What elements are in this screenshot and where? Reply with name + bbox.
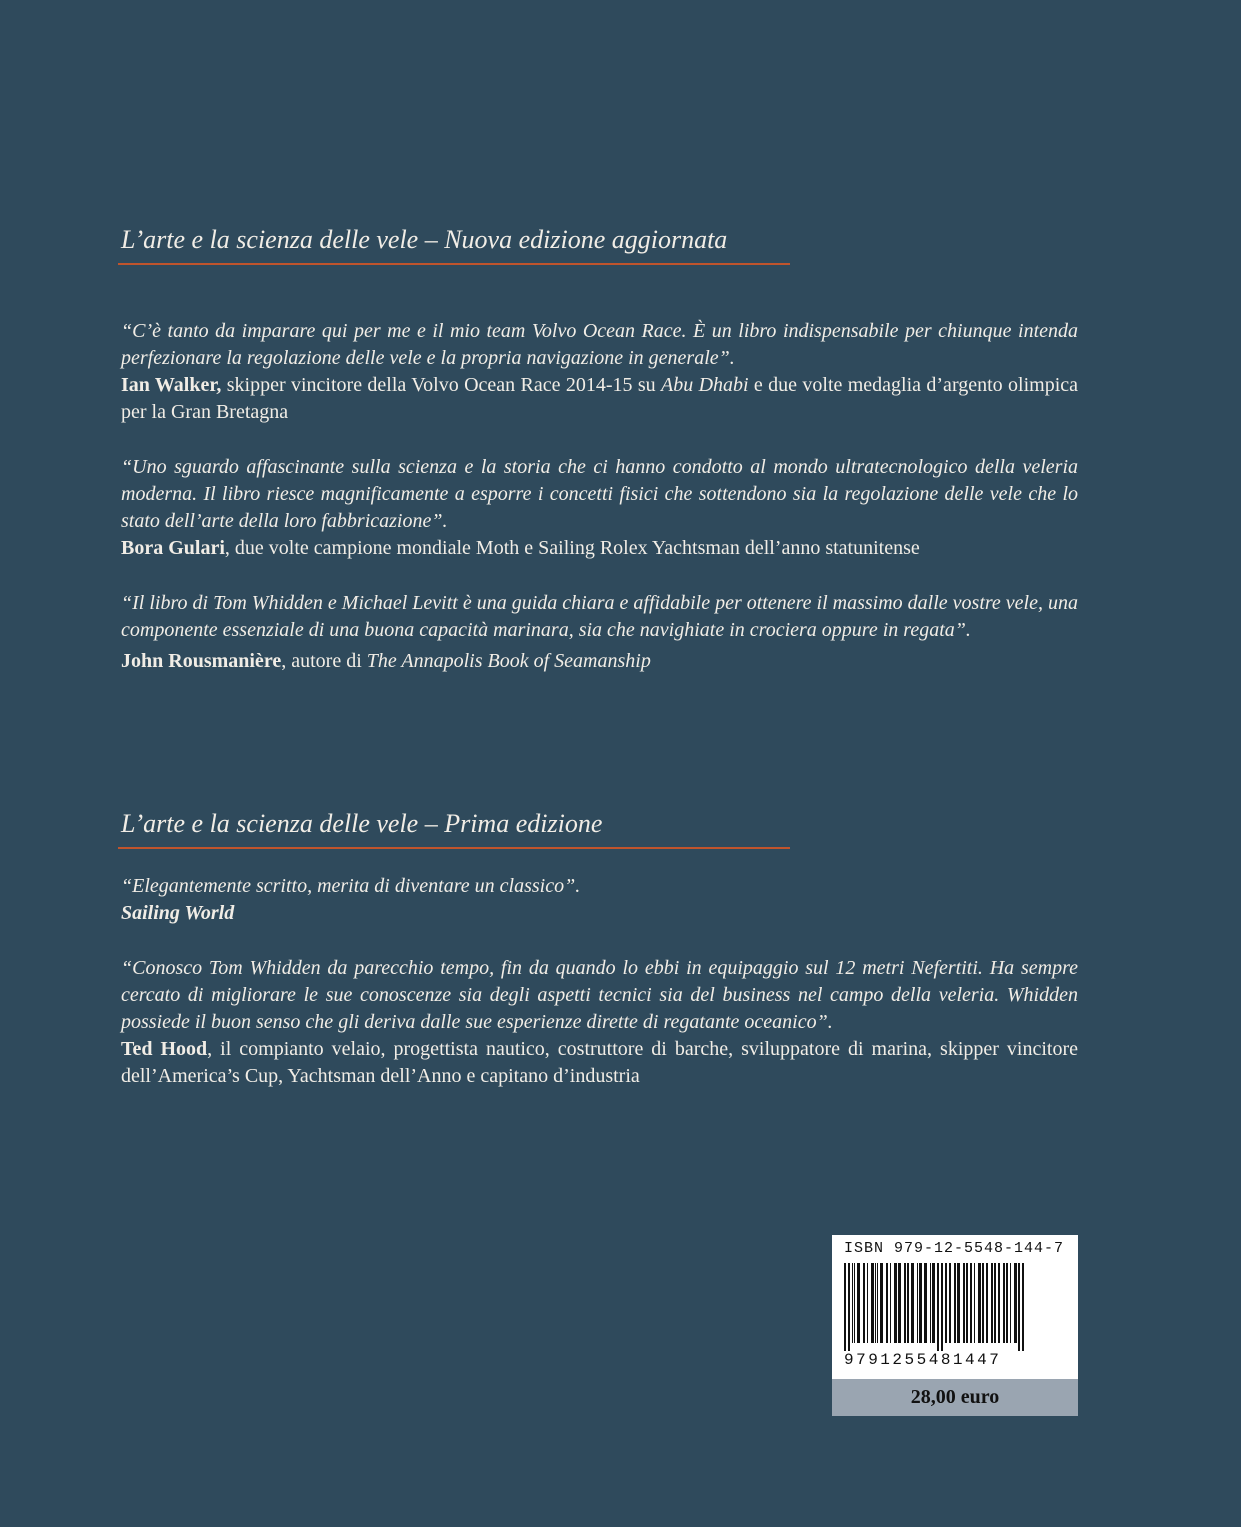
barcode-bar: [857, 1263, 860, 1343]
author-description: e due volte medaglia d’argento olimpica per la Gran Bretagna: [121, 374, 1079, 423]
author-description: , il compianto velaio, progettista nautico, costruttore di barche, sviluppatore di marina, skipper vincitore dell’America’s Cup, Yachtsman dell’Anno e capitano d’industria: [121, 1038, 1078, 1087]
barcode-bar: [949, 1263, 951, 1343]
heading-rule: [118, 263, 790, 265]
barcode-bar: [924, 1263, 927, 1343]
barcode-bar: [930, 1263, 931, 1343]
isbn-barcode: [832, 1235, 1078, 1416]
quote-author: Sailing World: [121, 902, 235, 924]
barcode-bar: [1018, 1263, 1020, 1351]
quote-author: Ted Hood: [121, 1038, 208, 1060]
barcode-bar: [986, 1263, 988, 1343]
author-description: , due volte campione mondiale Moth e Sailing Rolex Yachtsman dell’anno statunitense: [224, 537, 920, 559]
author-description: , autore di: [281, 650, 367, 672]
barcode-bar: [937, 1263, 939, 1351]
barcode-bar: [886, 1263, 888, 1343]
barcode-bar: [932, 1263, 935, 1343]
barcode-bar: [875, 1263, 876, 1343]
quote-text: “Conosco Tom Whidden da parecchio tempo, fin da quando lo ebbi in equipaggio sul 12 metri Nefertiti. Ha sempre cercato di migliorare le sue conoscenze sia degli aspetti tecnici sia del business nel campo della veleria. Whidden possiede il buon senso che gli deriva dalle sue esperienze dirette di regatante oceanico”.: [121, 957, 1078, 1033]
quote-john-rousmaniere: [121, 590, 1078, 675]
quote-bora-gulari: [121, 454, 1078, 562]
section-heading-new-edition: L’arte e la scienza delle vele – Nuova edizione aggiornata: [121, 225, 728, 254]
barcode-bar: [917, 1263, 918, 1343]
barcode-bar: [904, 1263, 906, 1343]
heading-rule: [118, 847, 790, 849]
barcode-bar: [970, 1263, 972, 1343]
barcode-bar: [907, 1263, 909, 1343]
price-label: 28,00 euro: [832, 1379, 1078, 1416]
barcode-bar: [854, 1263, 855, 1343]
referenced-work: Abu Dhabi: [661, 374, 749, 396]
quote-ted-hood: [121, 955, 1078, 1090]
barcode-bar: [966, 1263, 968, 1343]
barcode-bar: [1010, 1263, 1011, 1343]
barcode-bar: [998, 1263, 1000, 1343]
barcode-bar: [848, 1263, 850, 1351]
barcode-bar: [877, 1263, 878, 1343]
quote-ian-walker: [121, 318, 1078, 426]
barcode-bar: [871, 1263, 874, 1343]
barcode-bar: [1022, 1263, 1024, 1351]
barcode-bar: [941, 1263, 943, 1351]
barcode-bar: [844, 1263, 846, 1351]
barcode-bar: [880, 1263, 883, 1343]
quote-text: “Elegantemente scritto, merita di diventare un classico”.: [121, 875, 581, 897]
barcode-bar: [911, 1263, 914, 1343]
barcode-bar: [954, 1263, 956, 1343]
quote-sailing-world: [121, 873, 1078, 927]
ean-digits: 9791255481447: [844, 1351, 1002, 1369]
quote-text: “Il libro di Tom Whidden e Michael Levitt è una guida chiara e affidabile per ottenere il massimo dalle vostre vele, una componente essenziale di una buona capacità marinara, sia che navighiate in crociera oppure in regata”.: [121, 592, 1078, 641]
barcode-bar: [991, 1263, 993, 1343]
barcode-bar: [898, 1263, 901, 1343]
barcode-bar: [1006, 1263, 1008, 1343]
quote-author: Ian Walker,: [121, 374, 222, 396]
author-description: skipper vincitore della Volvo Ocean Race 2014-15 su: [221, 374, 661, 396]
barcode-bar: [867, 1263, 868, 1343]
quote-author: Bora Gulari: [121, 537, 225, 559]
barcode-bar: [863, 1263, 865, 1343]
barcode-bar: [1014, 1263, 1017, 1343]
barcode-bar: [919, 1263, 922, 1343]
barcode-bar: [994, 1263, 996, 1343]
quote-text: “Uno sguardo affascinante sulla scienza e la storia che ci hanno condotto al mondo ultratecnologico della veleria moderna. Il libro riesce magnificamente a esporre i concetti fisici che sottendono sia la regolazione delle vele che lo stato dell’arte della loro fabbricazione”.: [121, 456, 1078, 532]
barcode-bar: [982, 1263, 984, 1343]
quote-text: “C’è tanto da imparare qui per me e il mio team Volvo Ocean Race. È un libro indispensabile per chiunque intenda perfezionare la regolazione delle vele e la propria navigazione in generale”.: [121, 320, 1078, 369]
barcode-bar: [890, 1263, 891, 1343]
barcode-bar: [978, 1263, 981, 1343]
barcode-bar: [894, 1263, 897, 1343]
barcode-bar: [974, 1263, 975, 1343]
barcode-bar: [852, 1263, 853, 1343]
section-heading-first-edition: L’arte e la scienza delle vele – Prima edizione: [121, 809, 603, 838]
barcode-bars: [844, 1263, 1066, 1351]
referenced-work: The Annapolis Book of Seamanship: [366, 650, 651, 672]
isbn-number: ISBN 979-12-5548-144-7: [844, 1240, 1065, 1257]
quote-author: John Rousmanière: [121, 650, 282, 672]
barcode-bar: [957, 1263, 960, 1343]
barcode-bar: [1003, 1263, 1005, 1343]
barcode-bar: [945, 1263, 947, 1343]
barcode-bar: [963, 1263, 965, 1343]
